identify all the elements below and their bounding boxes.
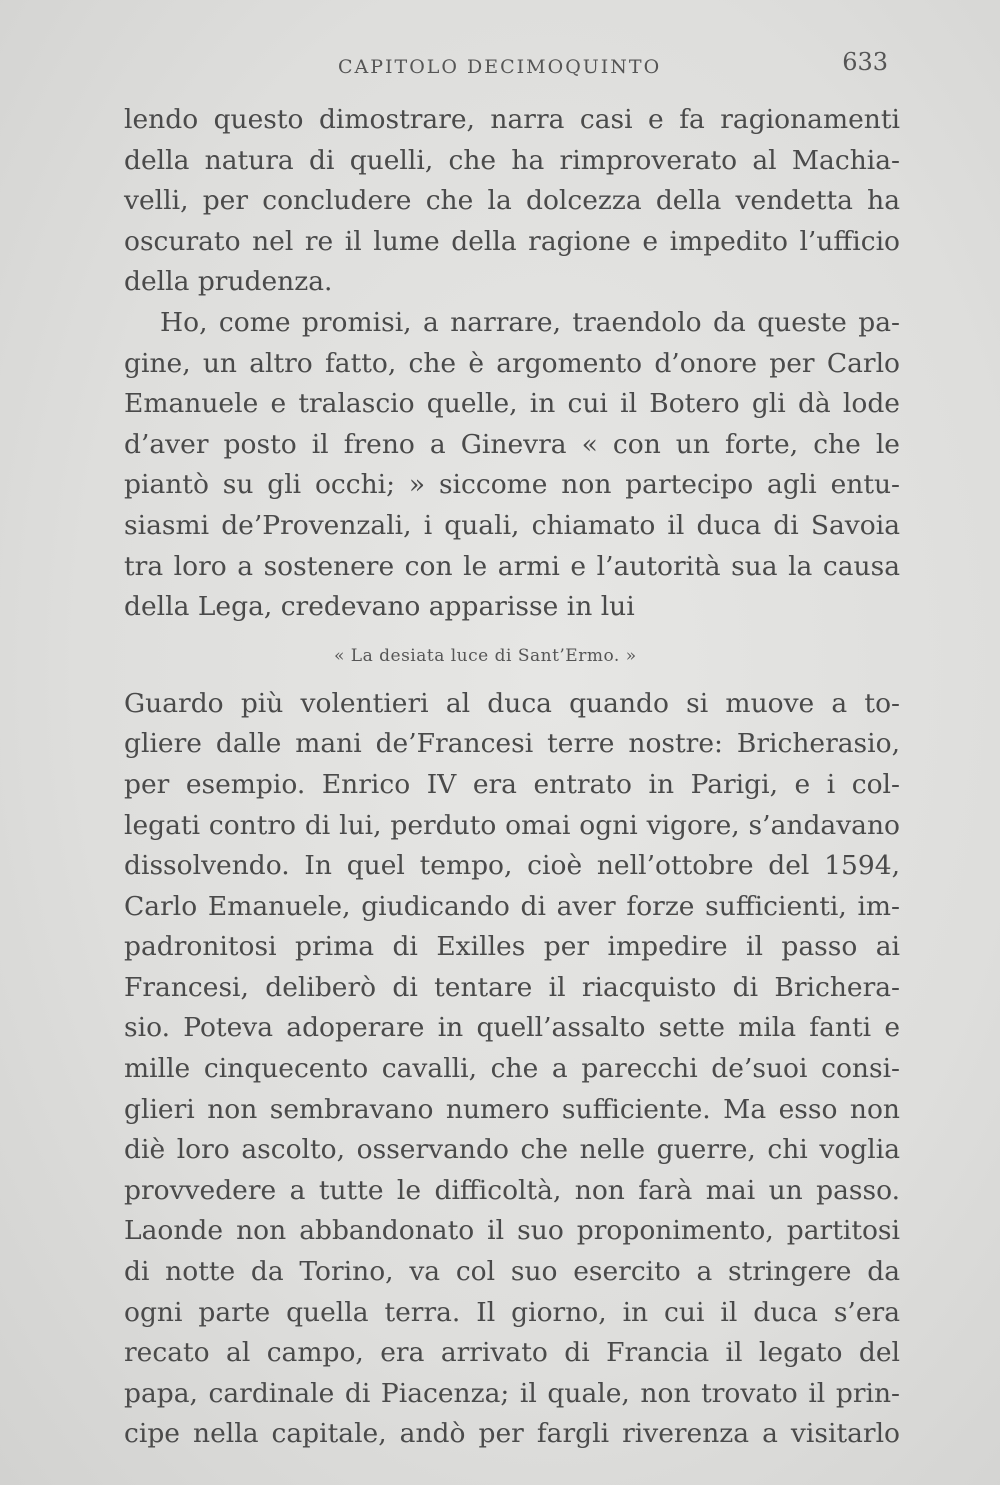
- text-line: glieri non sembravano numero sufficiente. Ma esso non: [124, 1093, 900, 1125]
- text-line: di notte da Torino, va col suo esercito a stringere da: [124, 1256, 900, 1288]
- paragraph: [124, 100, 900, 303]
- text-line: velli, per concludere che la dolcezza della vendetta ha: [124, 185, 900, 217]
- page-number: 633: [842, 48, 888, 76]
- text-line: della natura di quelli, che ha rimproverato al Machia-: [124, 144, 900, 176]
- text-line: oscurato nel re il lume della ragione e impedito l’ufficio: [124, 225, 900, 257]
- text-line: siasmi de’Provenzali, i quali, chiamato il duca di Savoia: [124, 509, 900, 541]
- text-line: gine, un altro fatto, che è argomento d’onore per Carlo: [124, 347, 900, 379]
- text-line: papa, cardinale di Piacenza; il quale, non trovato il prin-: [124, 1377, 900, 1409]
- text-line: legati contro di lui, perduto omai ogni vigore, s’andavano: [124, 809, 900, 841]
- text-line: della prudenza.: [124, 266, 333, 298]
- text-line: padronitosi prima di Exilles per impedire il passo ai: [124, 931, 900, 963]
- verse-quotation: [124, 628, 900, 684]
- text-line: sio. Poteva adoperare in quell’assalto sette mila fanti e: [124, 1012, 900, 1044]
- text-line: Francesi, deliberò di tentare il riacquisto di Brichera-: [124, 971, 900, 1003]
- text-line: Guardo più volentieri al duca quando si muove a to-: [124, 687, 900, 719]
- text-line: della Lega, credevano apparisse in lui: [124, 591, 635, 623]
- text-line: dissolvendo. In quel tempo, cioè nell’ottobre del 1594,: [124, 850, 900, 882]
- text-line: cipe nella capitale, andò per fargli riverenza a visitarlo: [124, 1418, 900, 1450]
- text-line: ogni parte quella terra. Il giorno, in cui il duca s’era: [124, 1296, 900, 1328]
- text-line: tra loro a sostenere con le armi e l’autorità sua la causa: [124, 550, 900, 582]
- text-line: per esempio. Enrico IV era entrato in Parigi, e i col-: [124, 768, 900, 800]
- quote-line: « La desiata luce di Sant’Ermo. »: [334, 645, 637, 666]
- text-line: mille cinquecento cavalli, che a parecchi de’suoi consi-: [124, 1053, 900, 1085]
- text-line: gliere dalle mani de’Francesi terre nostre: Bricherasio,: [124, 728, 900, 760]
- text-line: provvedere a tutte le difficoltà, non farà mai un passo.: [124, 1174, 900, 1206]
- paragraph: [124, 303, 900, 628]
- page-header: [120, 48, 900, 86]
- paragraph: [124, 684, 900, 1455]
- body-text: [124, 100, 900, 1455]
- text-line: Ho, come promisi, a narrare, traendolo da queste pa-: [160, 306, 900, 338]
- text-line: Emanuele e tralascio quelle, in cui il Botero gli dà lode: [124, 388, 900, 420]
- running-head: CAPITOLO DECIMOQUINTO: [338, 56, 662, 78]
- text-line: recato al campo, era arrivato di Francia il legato del: [124, 1337, 900, 1369]
- text-line: diè loro ascolto, osservando che nelle guerre, chi voglia: [124, 1134, 900, 1166]
- text-line: piantò su gli occhi; » siccome non partecipo agli entu-: [124, 469, 900, 501]
- text-line: d’aver posto il freno a Ginevra « con un forte, che le: [124, 428, 900, 460]
- text-line: Carlo Emanuele, giudicando di aver forze sufficienti, im-: [124, 890, 900, 922]
- text-line: lendo questo dimostrare, narra casi e fa ragionamenti: [124, 104, 900, 135]
- text-line: Laonde non abbandonato il suo proponimento, partitosi: [124, 1215, 900, 1247]
